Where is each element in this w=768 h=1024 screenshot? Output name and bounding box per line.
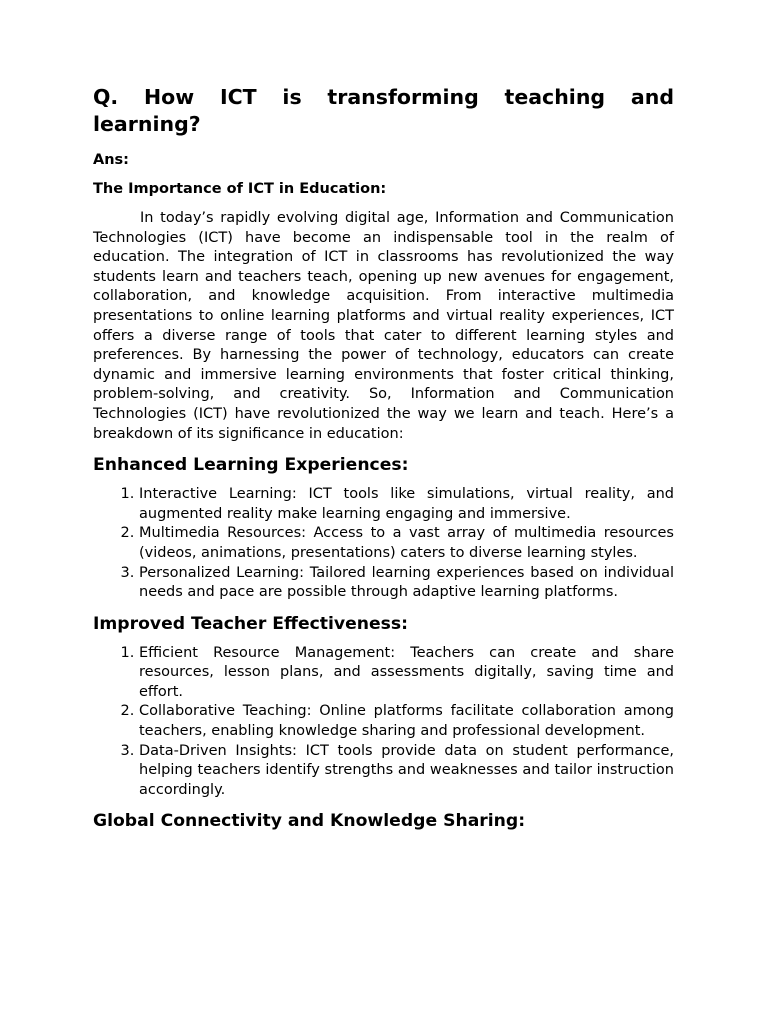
list-item: 2. Multimedia Resources: Access to a vast array of multimedia resources (videos, animations, presentations) caters to diverse learning styles. — [139, 524, 674, 563]
list-item: 3. Personalized Learning: Tailored learning experiences based on individual needs and pace are possible through adaptive learning platforms. — [139, 564, 674, 603]
document-page — [93, 84, 674, 832]
section-heading-teacher-effectiveness: Improved Teacher Effectiveness: — [93, 613, 408, 634]
list-item: 2. Collaborative Teaching: Online platforms facilitate collaboration among teachers, enabling knowledge sharing and professional development. — [139, 702, 674, 741]
enhanced-learning-list — [93, 485, 674, 603]
subheading: The Importance of ICT in Education: — [93, 181, 387, 197]
list-item: 1. Interactive Learning: ICT tools like simulations, virtual reality, and augmented reality make learning engaging and immersive. — [139, 485, 674, 524]
section-heading-global-connectivity: Global Connectivity and Knowledge Sharing: — [93, 811, 526, 832]
question-title: Q. How ICT is transforming teaching and learning? — [93, 85, 674, 136]
answer-label: Ans: — [93, 152, 129, 168]
section-heading-enhanced-learning: Enhanced Learning Experiences: — [93, 455, 409, 476]
intro-paragraph: In today’s rapidly evolving digital age, Information and Communication Technologies (ICT) have become an indispensable tool in the realm of education. The integration of ICT in classrooms has revolutionized the way students learn and teachers teach, opening up new avenues for engagement, collaboration, and knowledge acquisition. From interactive multimedia presentations to online learning platforms and virtual reality experiences, ICT offers a diverse range of tools that cater to different learning styles and preferences. By harnessing the power of technology, educators can create dynamic and immersive learning environments that foster critical thinking, problem-solving, and creativity. So, Information and Communication Technologies (ICT) have revolutionized the way we learn and teach. Here’s a breakdown of its significance in education: — [93, 210, 674, 442]
list-item: 3. Data-Driven Insights: ICT tools provide data on student performance, helping teachers identify strengths and weaknesses and tailor instruction accordingly. — [139, 742, 674, 801]
teacher-effectiveness-list — [93, 644, 674, 801]
list-item: 1. Efficient Resource Management: Teachers can create and share resources, lesson plans, and assessments digitally, saving time and effort. — [139, 644, 674, 703]
